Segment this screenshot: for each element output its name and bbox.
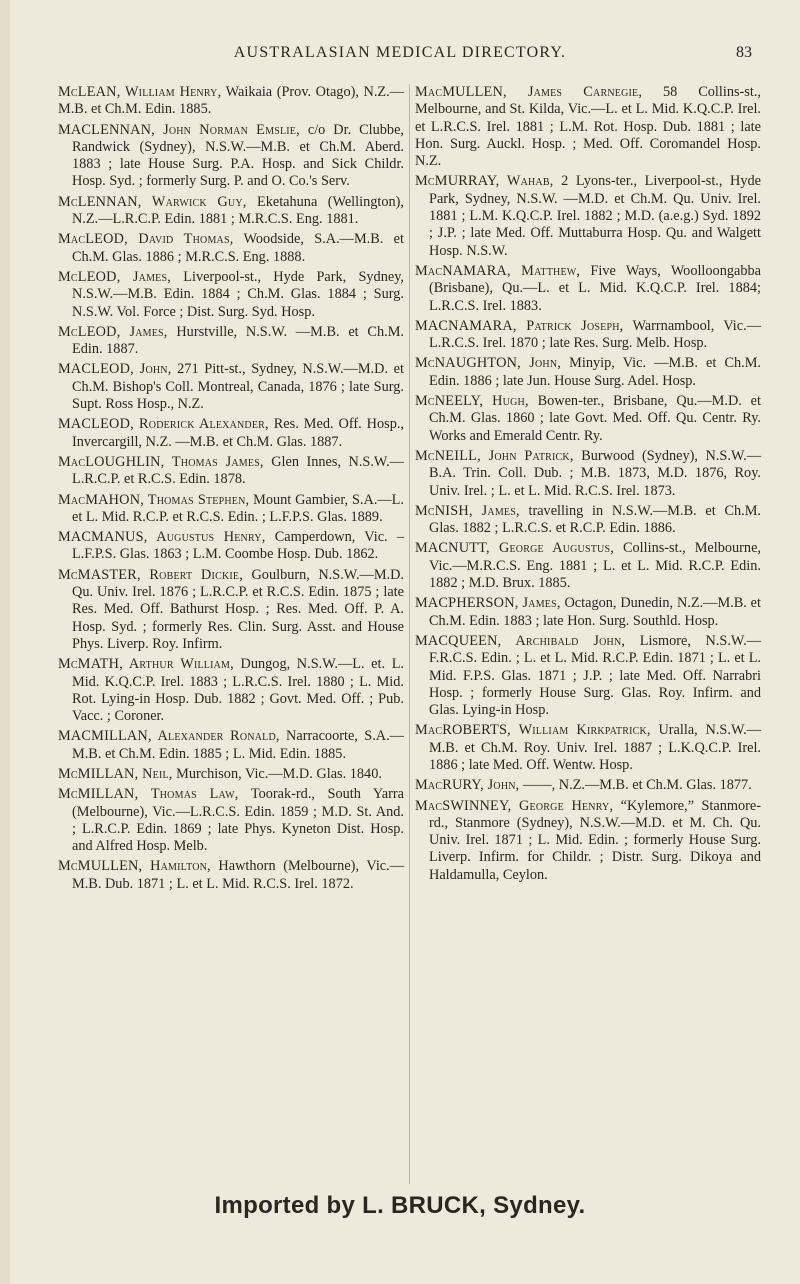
- entry-details: Dungog, N.S.W.—L. et. L. Mid. K.Q.C.P. Irel. 1883 ; L.R.C.S. Irel. 1880 ; L. Mid. Rot. Lying-in Hosp. Dub. 1882 ; Govt. Med. Off. ; Pub. Vacc. ; Coroner.: [72, 656, 404, 725]
- directory-entry: [58, 194, 404, 229]
- entry-details: Waikaia (Prov. Otago), N.Z.—M.B. et Ch.M. Edin. 1885.: [58, 84, 404, 118]
- entry-name: MacROBERTS, William Kirkpatrick,: [415, 722, 651, 739]
- directory-entry: [415, 84, 761, 170]
- entry-details: c/o Dr. Clubbe, Randwick (Sydney), N.S.W.—M.B. et Ch.M. Aberd. 1883 ; late House Surg. P.A. Hosp. and Sick Childr. Hosp. Syd. ; formerly Surg. P. and O. Co.'s Serv.: [72, 121, 404, 190]
- directory-entry: [58, 122, 404, 191]
- right-column: [415, 84, 761, 887]
- directory-entry: [58, 361, 404, 413]
- entry-name: McNAUGHTON, John,: [415, 355, 562, 372]
- entry-details: Hawthorn (Melbourne), Vic.—M.B. Dub. 1871 ; L. et L. Mid. R.C.S. Irel. 1872.: [72, 858, 405, 892]
- entry-details: Glen Innes, N.S.W.—L.R.C.P. et R.C.S. Edin. 1878.: [72, 453, 404, 488]
- entry-name: McNISH, James,: [415, 502, 520, 519]
- directory-entry: [415, 798, 761, 884]
- entry-details: Liverpool-st., Hyde Park, Sydney, N.S.W.—M.B. Edin. 1884 ; Ch.M. Glas. 1884 ; Surg. N.S.W. Vol. Force ; Dist. Surg. Syd. Hosp.: [72, 268, 404, 320]
- directory-entry: [415, 722, 761, 774]
- entry-details: Murchison, Vic.—M.D. Glas. 1840.: [172, 765, 382, 782]
- entry-details: “Kylemore,” Stanmore-rd., Stanmore (Sydney), N.S.W.—M.D. et M. Ch. Qu. Univ. Irel. 1871 ; L. Mid. Edin. ; formerly House Surg. Liverp. Infirm. for Childr. ; Distr. Surg. Dikoya and Haldamulla, Ceylon.: [429, 797, 762, 883]
- entry-details: Goulburn, N.S.W.—M.D. Qu. Univ. Irel. 1876 ; L.R.C.P. et R.C.S. Edin. 1875 ; late Res. Med. Off. Bathurst Hosp. ; Res. Med. Off. P. A. Hosp. Syd. ; formerly Res. Clin. Surg. Asst. and House Phys. Liverp. Roy. Infirm.: [72, 566, 405, 652]
- entry-details: 58 Collins-st., Melbourne, and St. Kilda, Vic.—L. et L. Mid. K.Q.C.P. Irel. et L.R.C.S. Irel. 1881 ; L.M. Rot. Hosp. Dub. 1881 ; late Hon. Surg. Auckl. Hosp. ; Med. Off. Coromandel Hosp. N.Z.: [415, 84, 761, 170]
- entry-details: Woodside, S.A.—M.B. et Ch.M. Glas. 1886 ; M.R.C.S. Eng. 1888.: [72, 231, 404, 265]
- directory-entry: [58, 766, 404, 783]
- directory-entry: [415, 173, 761, 259]
- entry-details: Hurstville, N.S.W. —M.B. et Ch.M. Edin. 1887.: [72, 323, 404, 358]
- left-column: [58, 84, 404, 896]
- entry-details: Toorak-rd., South Yarra (Melbourne), Vic.—L.R.C.S. Edin. 1859 ; M.D. St. And. ; L.R.C.P. Edin. 1869 ; late Phys. Kyneton Dist. Hosp. and Alfred Hosp. Melb.: [72, 786, 405, 855]
- entry-details: Minyip, Vic. —M.B. et Ch.M. Edin. 1886 ; late Jun. House Surg. Adel. Hosp.: [429, 355, 762, 389]
- entry-name: MACNUTT, George Augustus,: [415, 540, 615, 557]
- directory-entry: [58, 786, 404, 855]
- directory-entry: [415, 777, 761, 794]
- entry-details: Five Ways, Woolloongabba (Brisbane), Qu.—L. et L. Mid. K.Q.C.P. Irel. 1884; L.R.C.S. Irel. 1883.: [429, 262, 761, 314]
- entry-details: Lismore, N.S.W.—F.R.C.S. Edin. ; L. et L. Mid. R.C.P. Edin. 1871 ; L. et L. Mid. F.P.S. Glas. 1871 ; J.P. ; late Med. Off. Narrabri Hosp. ; formerly House Surg. Glas. Roy. Infirm. and Glas. Lying-in Hosp.: [429, 632, 761, 719]
- directory-entry: [58, 728, 404, 763]
- entry-details: Burwood (Sydney), N.S.W.—B.A. Trin. Coll. Dub. ; M.B. 1873, M.D. 1876, Roy. Univ. Irel. ; L. et L. Mid. R.C.S. Irel. 1873.: [429, 447, 761, 499]
- directory-entry: [415, 393, 761, 445]
- entry-name: MacMULLEN, James Carnegie,: [415, 84, 643, 100]
- entry-details: travelling in N.S.W.—M.B. et Ch.M. Glas. 1882 ; L.R.C.S. et R.C.P. Edin. 1886.: [429, 502, 761, 537]
- directory-entry: [415, 318, 761, 353]
- entry-details: Warrnambool, Vic.—L.R.C.S. Irel. 1870 ; late Res. Surg. Melb. Hosp.: [429, 317, 761, 352]
- entry-name: MACMILLAN, Alexander Ronald,: [58, 728, 280, 745]
- entry-name: McMATH, Arthur William,: [58, 656, 234, 673]
- entry-name: McMURRAY, Wahab,: [415, 173, 554, 190]
- column-divider: [409, 84, 410, 1184]
- entry-details: Camperdown, Vic. – L.F.P.S. Glas. 1863 ; L.M. Coombe Hosp. Dub. 1862.: [72, 529, 405, 563]
- directory-entry: [58, 416, 404, 451]
- entry-name: MACMANUS, Augustus Henry,: [58, 529, 266, 546]
- directory-entry: [415, 503, 761, 538]
- directory-entry: [58, 492, 404, 527]
- directory-entry: [415, 263, 761, 315]
- entry-name: MacLEOD, David Thomas,: [58, 231, 234, 248]
- directory-entry: [415, 540, 761, 592]
- entry-details: Narracoorte, S.A.—M.B. et Ch.M. Edin. 1885 ; L. Mid. Edin. 1885.: [72, 728, 404, 762]
- directory-entry: [58, 567, 404, 653]
- entry-name: MACLENNAN, John Norman Emslie,: [58, 121, 300, 138]
- entry-details: Collins-st., Melbourne, Vic.—M.R.C.S. Eng. 1881 ; L. et L. Mid. R.C.P. Edin. 1882 ; M.D. Brux. 1885.: [429, 540, 762, 592]
- entry-name: McLEOD, James,: [58, 268, 172, 285]
- directory-entry: [58, 656, 404, 725]
- publisher-imprint: Imported by L. BRUCK, Sydney.: [214, 1192, 586, 1219]
- page-number: 83: [736, 44, 752, 61]
- entry-name: McMULLEN, Hamilton,: [58, 858, 211, 875]
- entry-name: McNEILL, John Patrick,: [415, 447, 574, 464]
- entry-name: MacSWINNEY, George Henry,: [415, 797, 614, 814]
- entry-name: MACLEOD, Roderick Alexander,: [58, 416, 269, 433]
- entry-name: McMILLAN, Thomas Law,: [58, 786, 239, 803]
- running-title: AUSTRALASIAN MEDICAL DIRECTORY.: [233, 44, 567, 61]
- entry-name: McLEOD, James,: [58, 323, 168, 340]
- entry-name: MACPHERSON, James,: [415, 595, 561, 612]
- directory-entry: [58, 858, 404, 893]
- entry-name: McLEAN, William Henry,: [58, 84, 222, 100]
- entry-details: Uralla, N.S.W.—M.B. et Ch.M. Roy. Univ. Irel. 1887 ; L.K.Q.C.P. Irel. 1886 ; late Med. Off. Wentw. Hosp.: [429, 722, 761, 773]
- entry-details: Mount Gambier, S.A.—L. et L. Mid. R.C.P. et R.C.S. Edin. ; L.F.P.S. Glas. 1889.: [72, 491, 404, 525]
- entry-name: MACQUEEN, Archibald John,: [415, 632, 626, 649]
- directory-entry: [415, 355, 761, 390]
- entry-name: McMILLAN, Neil,: [58, 765, 173, 782]
- directory-entry: [58, 324, 404, 359]
- entry-name: MacMAHON, Thomas Stephen,: [58, 491, 250, 508]
- page-binding-edge: [0, 0, 10, 1284]
- directory-entry: [415, 633, 761, 719]
- directory-entry: [58, 84, 404, 119]
- entry-details: Res. Med. Off. Hosp., Invercargill, N.Z. —M.B. et Ch.M. Glas. 1887.: [72, 416, 405, 450]
- directory-entry: [58, 269, 404, 321]
- entry-name: MacRURY, John,: [415, 777, 520, 794]
- page-header: [0, 44, 800, 68]
- entry-details: ——, N.Z.—M.B. et Ch.M. Glas. 1877.: [519, 777, 752, 794]
- entry-details: Bowen-ter., Brisbane, Qu.—M.D. et Ch.M. Glas. 1860 ; late Govt. Med. Off. Qu. Centr. Ry. Works and Emerald Centr. Ry.: [429, 393, 762, 444]
- entry-name: MacLOUGHLIN, Thomas James,: [58, 453, 264, 470]
- entry-details: 2 Lyons-ter., Liverpool-st., Hyde Park, Sydney, N.S.W. —M.D. et Ch.M. Qu. Univ. Irel. 1881 ; L.M. K.Q.C.P. Irel. 1882 ; M.D. (a.e.g.) Syd. 1892 ; J.P. ; late Med. Off. Muttaburra Hosp. Qu. and Walgett Hosp. N.S.W.: [429, 173, 762, 259]
- directory-entry: [415, 595, 761, 630]
- entry-name: MACLEOD, John,: [58, 361, 172, 378]
- entry-name: MacNAMARA, Matthew,: [415, 262, 581, 279]
- directory-entry: [415, 448, 761, 500]
- entry-name: MACNAMARA, Patrick Joseph,: [415, 317, 624, 334]
- entry-details: Octagon, Dunedin, N.Z.—M.B. et Ch.M. Edin. 1883 ; late Hon. Surg. Southld. Hosp.: [429, 595, 762, 629]
- entry-name: McNEELY, Hugh,: [415, 393, 529, 410]
- directory-entry: [58, 454, 404, 489]
- directory-entry: [58, 529, 404, 564]
- directory-entry: [58, 231, 404, 266]
- entry-details: Eketahuna (Wellington), N.Z.—L.R.C.P. Edin. 1881 ; M.R.C.S. Eng. 1881.: [72, 193, 404, 228]
- entry-name: McLENNAN, Warwick Guy,: [58, 193, 247, 210]
- entry-details: 271 Pitt-st., Sydney, N.S.W.—M.D. et Ch.M. Bishop's Coll. Montreal, Canada, 1876 ; late Surg. Supt. Ross Hosp., N.Z.: [72, 361, 404, 413]
- entry-name: McMASTER, Robert Dickie,: [58, 566, 243, 583]
